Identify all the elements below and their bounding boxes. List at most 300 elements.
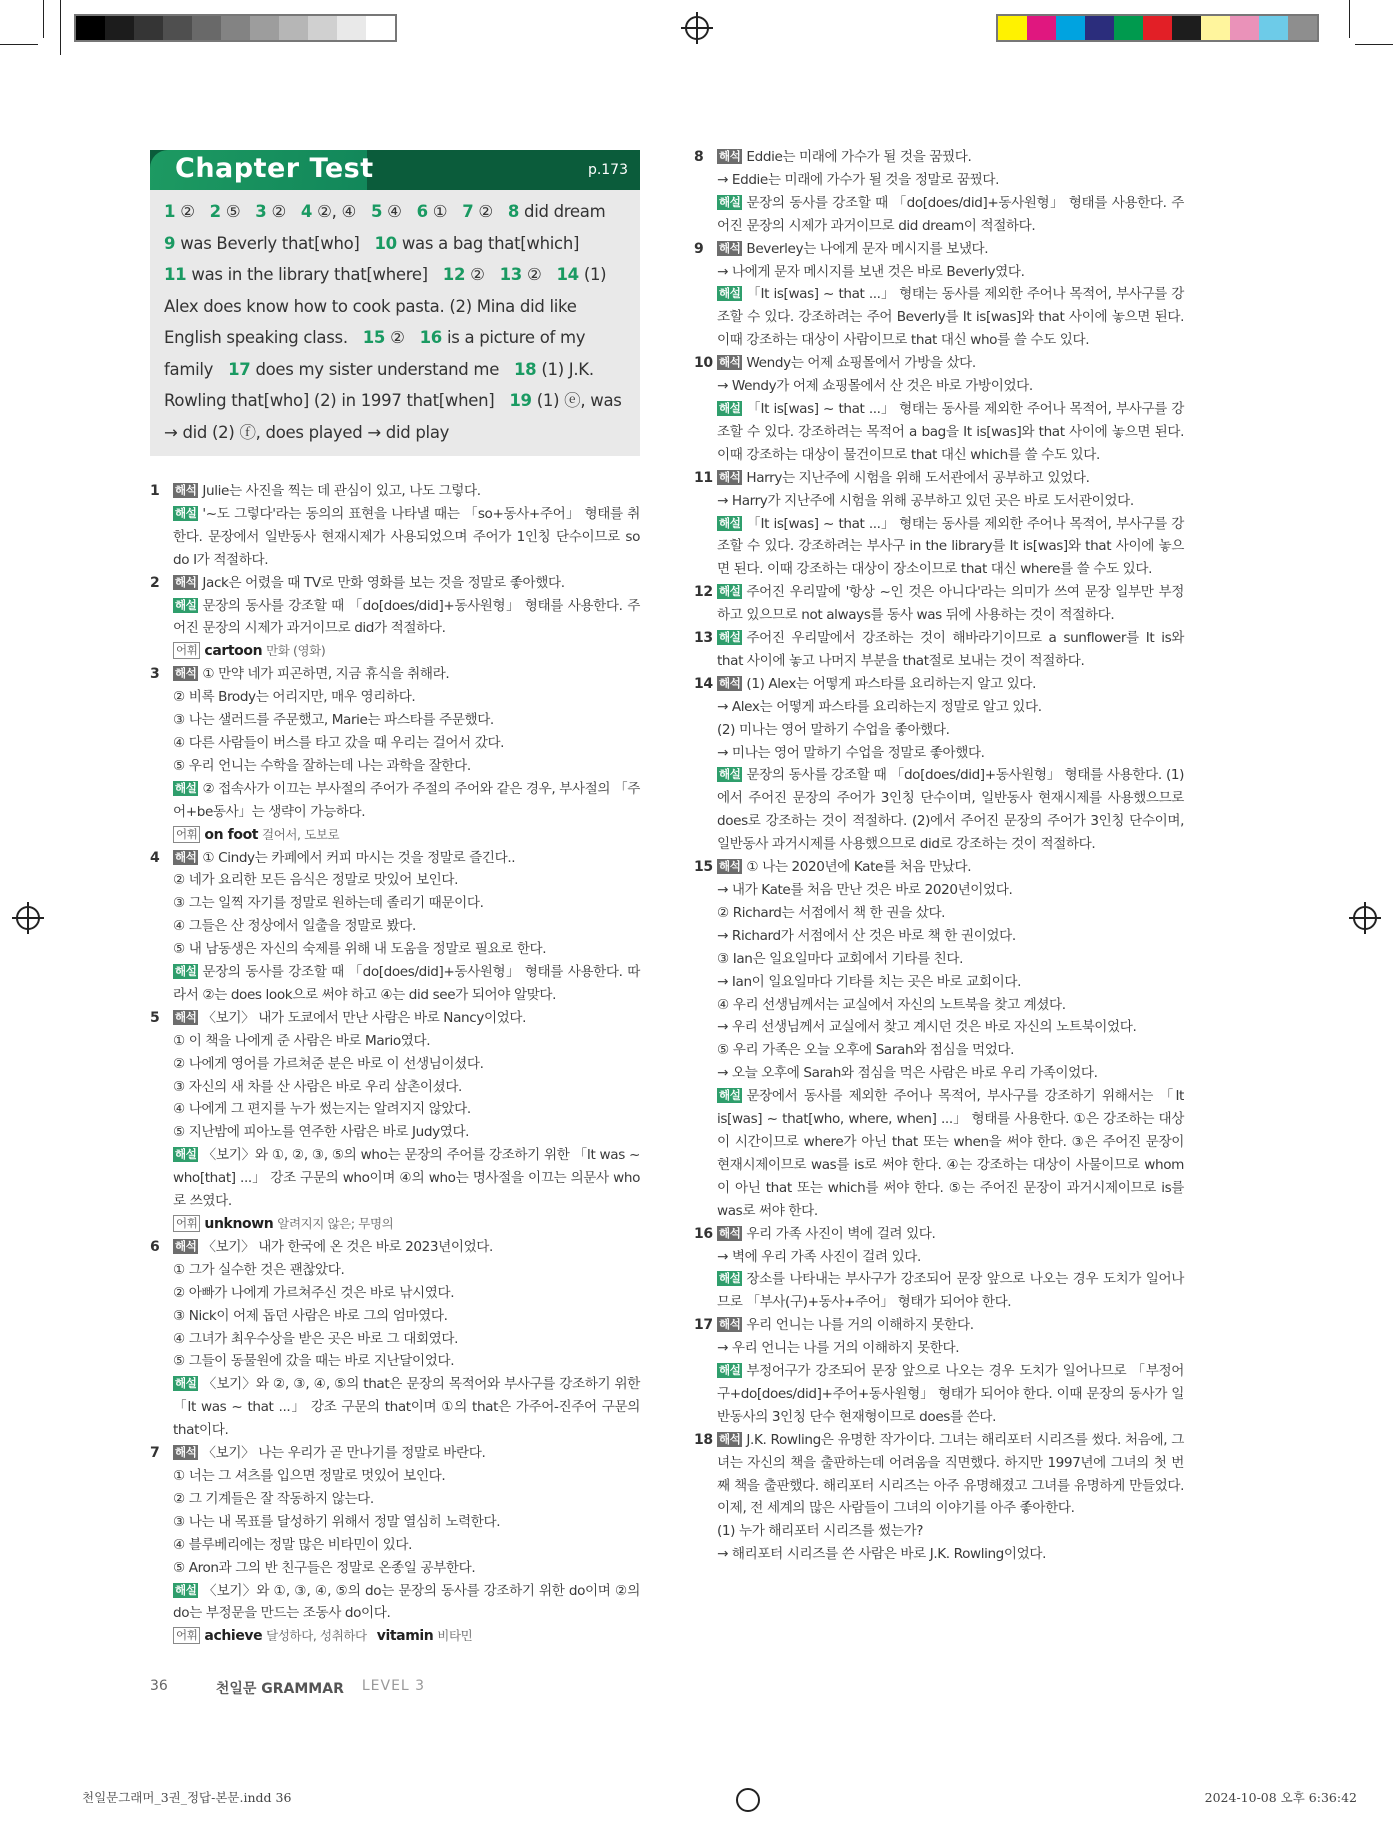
explanation-line [173, 1098, 640, 1121]
explanation-text: ② 아빠가 나에게 가르쳐주신 것은 바로 낚시였다. [173, 1284, 455, 1301]
explanation-line [173, 1121, 640, 1144]
answer-item [210, 202, 241, 221]
answer-item [462, 202, 493, 221]
answer-key [150, 190, 640, 448]
question-number: 8 [694, 149, 704, 165]
explanation-text: 문장에서 동사를 제외한 주어나 목적어, 부사구를 강조하기 위해서는 「It is[was] ~ that[who, where, when] ...」 형태를 사용한다. ①은 강조하는 대상이 시간이므로 where가 아닌 that 또는 when을 써야 한다. ③은 주어진 문장이 현재시제이므로 was를 is로 써야 한다. ④는 강조하는 대상이 사물이므로 whom이 아닌 that 또는 which를 써야 한다. ⑤는 주어진 문장이 과거시제이므로 is를 was로 써야 한다. [717, 1088, 1184, 1219]
explanation-line [717, 238, 1184, 261]
registration-mark-bottom [736, 1788, 760, 1812]
explanation-line [173, 915, 640, 938]
translation-tag: 해석 [175, 483, 197, 497]
translation-tag: 해석 [719, 469, 741, 484]
explanation-line [173, 1213, 640, 1236]
explanation-tag: 해설 [175, 1582, 197, 1597]
question-number: 3 [150, 666, 160, 683]
vocab-meaning: 비타민 [437, 1628, 473, 1644]
explanation-line [173, 572, 640, 595]
question-number: 10 [694, 355, 713, 372]
explanation-line [173, 1488, 640, 1511]
explanation-text: ② Richard는 서점에서 책 한 권을 샀다. [717, 904, 946, 921]
chapter-test-title: Chapter Test [150, 150, 367, 190]
answer-text: (1) J.K. Rowling that[who] (2) in 1997 that[when] [164, 359, 594, 410]
answer-text: ② [271, 202, 286, 221]
explanation-tag: 해설 [719, 400, 741, 415]
explanation-line [173, 938, 640, 961]
translation-tag: 해석 [719, 1225, 741, 1240]
vocabulary-tag: 어휘 [173, 1627, 200, 1644]
explanation-line [717, 879, 1184, 902]
answer-item [371, 202, 402, 221]
answer-number: 2 [209, 202, 221, 221]
explanation-line [173, 709, 640, 732]
explanation-line [717, 1085, 1184, 1222]
book-title: 천일문 GRAMMAR [215, 1681, 344, 1698]
explanation-line [717, 375, 1184, 398]
answer-text: ② [478, 202, 493, 221]
answer-item [443, 265, 485, 284]
answer-item [164, 234, 360, 253]
explanation-text: ① 그가 실수한 것은 괜찮았다. [173, 1261, 345, 1278]
right-page-column [694, 146, 1184, 1788]
translation-tag: 해석 [175, 1238, 197, 1253]
left-column-explanations [150, 480, 640, 1648]
explanation-text: 「It is[was] ~ that ...」 형태는 동사를 제외한 주어나 목적어, 부사구를 강조할 수 있다. 강조하려는 목적어 a bag을 It is[was]와 that 사이에 놓으면 된다. 이때 강조하는 대상이 물건이므로 that 대신 which를 쓸 수도 있다. [717, 400, 1184, 463]
explanation-line [717, 352, 1184, 375]
explanation-line [717, 1246, 1184, 1269]
answer-text: ②, ④ [317, 202, 356, 221]
question-explanation [150, 1442, 640, 1648]
explanation-text: 「It is[was] ~ that ...」 형태는 동사를 제외한 주어나 목적어, 부사구를 강조할 수 있다. 강조하려는 주어 Beverly를 It is[was]와 that 사이에 놓으면 된다. 이때 강조하는 대상이 사람이므로 that 대신 who를 쓸 수도 있다. [717, 286, 1184, 349]
explanation-text: 장소를 나타내는 부사구가 강조되어 문장 앞으로 나오는 경우 도치가 일어나므로 「부사(구)+동사+주어」 형태가 되어야 한다. [717, 1271, 1184, 1311]
explanation-text: ⑤ Aron과 그의 반 친구들은 정말로 온종일 공부한다. [173, 1559, 476, 1576]
explanation-text: → 우리 언니는 나를 거의 이해하지 못한다. [717, 1340, 960, 1357]
explanation-text: ① 이 책을 나에게 준 사람은 바로 Mario였다. [173, 1032, 431, 1049]
vocab-meaning: 달성하다, 성취하다 [266, 1628, 367, 1644]
explanation-text: → 해리포터 시리즈를 쓴 사람은 바로 J.K. Rowling이었다. [717, 1546, 1047, 1563]
question-number: 12 [694, 584, 713, 601]
explanation-line [717, 261, 1184, 284]
translation-tag: 해석 [175, 849, 197, 864]
vocab-word: achieve [204, 1628, 263, 1645]
explanation-text: ② 그 기계들은 잘 작동하지 않는다. [173, 1490, 374, 1507]
explanation-line [717, 398, 1184, 467]
answer-item [255, 202, 286, 221]
answer-number: 8 [507, 202, 520, 221]
explanation-text: 〈보기〉와 ①, ②, ③, ⑤의 who는 문장의 주어를 강조하기 위한 「It was ~ who[that] ...」 강조 구문의 who이며 ④의 who는 명사절을 이끄는 의문사 who로 쓰였다. [173, 1147, 640, 1210]
answer-text: ⑤ [225, 202, 241, 221]
explanation-text: 부정어구가 강조되어 문장 앞으로 나오는 경우 도치가 일어나므로 「부정어구+do[does/did]+주어+동사원형」 형태가 되어야 한다. 이때 문장의 동사가 일반동사의 3인칭 단수 현재형이므로 does를 쓴다. [717, 1363, 1184, 1425]
page-reference: p.173 [587, 162, 628, 178]
explanation-text: → 오늘 오후에 Sarah와 점심을 먹은 사람은 바로 우리 가족이었다. [717, 1065, 1098, 1082]
explanation-tag: 해설 [719, 1363, 741, 1378]
explanation-tag: 해설 [719, 515, 741, 530]
explanation-text: 〈보기〉 나는 우리가 곧 만나기를 정말로 바란다. [202, 1445, 486, 1462]
answer-number: 18 [514, 359, 537, 379]
translation-tag: 해석 [175, 1009, 197, 1024]
question-explanation [694, 1314, 1184, 1429]
question-explanation [150, 847, 640, 1007]
explanation-text: 〈보기〉 내가 한국에 온 것은 바로 2023년이었다. [202, 1238, 493, 1255]
explanation-tag: 해설 [175, 505, 197, 520]
explanation-text: 문장의 동사를 강조할 때 「do[does/did]+동사원형」 형태를 사용한다. 주어진 문장의 시제가 과거이므로 did dream이 적절하다. [717, 194, 1184, 234]
explanation-line [173, 1511, 640, 1534]
explanation-text: (1) Alex는 어떻게 파스타를 요리하는지 알고 있다. [746, 675, 1037, 692]
explanation-line [717, 169, 1184, 192]
question-number: 18 [694, 1431, 713, 1448]
explanation-text: (1) 누가 해리포터 시리즈를 썼는가? [717, 1523, 924, 1540]
explanation-line [173, 1144, 640, 1213]
explanation-line [173, 1053, 640, 1076]
explanation-line [717, 1016, 1184, 1039]
explanation-line [173, 640, 640, 663]
page-footer [150, 1648, 640, 1788]
explanation-tag: 해설 [175, 780, 197, 795]
explanation-text: ② 네가 요리한 모든 음식은 정말로 맛있어 보인다. [173, 872, 459, 889]
explanation-text: J.K. Rowling은 유명한 작가이다. 그녀는 해리포터 시리즈를 썼다. 처음에, 그녀는 자신의 책을 출판하는데 어려움을 직면했다. 하지만 1997년에 그녀의 첫 번째 책을 출판했다. 해리포터 시리즈는 아주 유명해졌고 그녀를 유명하게 만들었다. 이제, 전 세계의 많은 사람들이 그녀의 이야기를 아주 좋아한다. [717, 1431, 1184, 1517]
explanation-line [173, 1305, 640, 1328]
explanation-line [717, 1360, 1184, 1429]
explanation-line [717, 742, 1184, 765]
explanation-text: → Alex는 어떻게 파스타를 요리하는지 정말로 알고 있다. [717, 698, 1042, 715]
explanation-text: ② 비록 Brody는 어리지만, 매우 영리하다. [173, 689, 416, 706]
explanation-line [717, 1429, 1184, 1521]
translation-tag: 해석 [175, 1445, 197, 1460]
answer-text: is a picture of my family [164, 328, 586, 379]
explanation-text: ① 나는 2020년에 Kate를 처음 만났다. [746, 859, 972, 876]
answer-text: ① [432, 202, 448, 221]
answer-number: 16 [419, 328, 442, 347]
question-explanation [694, 856, 1184, 1223]
explanation-line [717, 902, 1184, 925]
question-explanation [694, 1223, 1184, 1315]
question-explanation [694, 238, 1184, 353]
explanation-line [173, 1442, 640, 1465]
explanation-text: → 내가 Kate를 처음 만난 것은 바로 2020년이었다. [717, 882, 1013, 898]
explanation-tag: 해설 [719, 630, 741, 645]
question-explanation [150, 572, 640, 664]
translation-tag: 해석 [719, 149, 741, 163]
explanation-text: Jack은 어렸을 때 TV로 만화 영화를 보는 것을 정말로 좋아했다. [202, 574, 565, 591]
explanation-text: ① 만약 네가 피곤하면, 지금 휴식을 취해라. [202, 666, 450, 683]
answer-text: (1) ⓔ, was → did (2) ⓕ, does played → did play [164, 391, 622, 442]
question-explanation [150, 663, 640, 846]
explanation-line [173, 686, 640, 709]
answer-number: 9 [164, 233, 176, 253]
explanation-tag: 해설 [175, 1147, 197, 1162]
answer-text: ② [470, 265, 485, 284]
vocab-word: vitamin [376, 1628, 434, 1645]
explanation-line [717, 581, 1184, 627]
explanation-line [173, 961, 640, 1007]
explanation-text: ⑤ 내 남동생은 자신의 숙제를 위해 내 도움을 정말로 필요로 한다. [173, 941, 547, 958]
explanation-line [717, 971, 1184, 994]
explanation-line [173, 1236, 640, 1259]
explanation-line [717, 764, 1184, 856]
book-level: LEVEL 3 [361, 1678, 426, 1695]
explanation-tag: 해설 [175, 597, 197, 612]
answer-text: was a bag that[which] [401, 233, 580, 253]
explanation-line [173, 1282, 640, 1305]
explanation-text: ① 너는 그 셔츠를 입으면 정말로 멋있어 보인다. [173, 1467, 446, 1484]
explanation-text: → 우리 선생님께서 교실에서 찾고 계시던 것은 바로 자신의 노트북이었다. [717, 1019, 1137, 1036]
explanation-tag: 해설 [175, 1376, 197, 1391]
answer-text: does my sister understand me [255, 359, 500, 379]
translation-tag: 해석 [719, 1317, 741, 1332]
vocab-meaning: 알려지지 않은; 무명의 [277, 1216, 394, 1231]
explanation-line [173, 1373, 640, 1442]
explanation-line [717, 627, 1184, 673]
explanation-text: Wendy는 어제 쇼핑몰에서 가방을 샀다. [746, 355, 976, 372]
answer-number: 3 [255, 202, 267, 221]
explanation-line [717, 1062, 1184, 1085]
answer-item [164, 202, 195, 221]
explanation-text: → Harry가 지난주에 시험을 위해 공부하고 있던 곳은 바로 도서관이었다. [717, 492, 1134, 509]
explanation-text: Julie는 사진을 찍는 데 관심이 있고, 나도 그렇다. [202, 483, 481, 499]
question-explanation [694, 627, 1184, 673]
explanation-text: → 나에게 문자 메시지를 보낸 것은 바로 Beverly였다. [717, 263, 1025, 280]
question-number: 9 [694, 240, 704, 257]
explanation-text: 주어진 우리말에 '항상 ~인 것은 아니다'라는 의미가 쓰여 문장 일부만 부정하고 있으므로 not always를 동사 was 뒤에 사용하는 것이 적절하다. [717, 584, 1184, 624]
explanation-line [717, 146, 1184, 169]
explanation-text: ③ 자신의 새 차를 산 사람은 바로 우리 삼촌이셨다. [173, 1078, 462, 1095]
answer-number: 13 [499, 265, 522, 284]
explanation-line [173, 663, 640, 686]
explanation-text: ④ 그녀가 최우수상을 받은 곳은 바로 그 대회였다. [173, 1330, 459, 1347]
answer-text: was in the library that[where] [191, 265, 428, 284]
question-number: 15 [694, 859, 713, 876]
question-number: 13 [694, 630, 713, 647]
explanation-text: 문장의 동사를 강조할 때 「do[does/did]+동사원형」 형태를 사용한다. 주어진 문장의 시제가 과거이므로 did가 적절하다. [173, 597, 640, 637]
explanation-text: → Richard가 서점에서 산 것은 바로 책 한 권이었다. [717, 927, 1016, 944]
question-explanation [694, 467, 1184, 582]
vocab-meaning: 만화 (영화) [266, 643, 326, 659]
explanation-text: ③ Ian은 일요일마다 교회에서 기타를 친다. [717, 950, 964, 967]
explanation-text: ③ 나는 샐러드를 주문했고, Marie는 파스타를 주문했다. [173, 712, 494, 729]
explanation-line [717, 1268, 1184, 1314]
translation-tag: 해석 [719, 355, 741, 370]
explanation-text: ③ 나는 내 목표를 달성하기 위해서 정말 열심히 노력한다. [173, 1513, 501, 1530]
answer-number: 17 [228, 359, 251, 379]
explanation-line [173, 1557, 640, 1580]
explanation-text: → Wendy가 어제 쇼핑몰에서 산 것은 바로 가방이었다. [717, 378, 1033, 395]
explanation-text: ④ 그들은 산 정상에서 일출을 정말로 봤다. [173, 918, 416, 935]
explanation-line [173, 503, 640, 572]
vocabulary-tag: 어휘 [173, 642, 200, 659]
question-explanation [694, 146, 1184, 238]
answer-number: 11 [164, 265, 187, 284]
explanation-text: '~도 그렇다'라는 동의의 표현을 나타낼 때는 「so+동사+주어」 형태를 취한다. 문장에서 일반동사 현재시제가 사용되었으며 주어가 1인칭 단수이므로 so do I가 적절하다. [173, 505, 640, 568]
question-number: 5 [150, 1009, 160, 1026]
explanation-line [173, 480, 640, 503]
answer-item [363, 328, 405, 347]
question-number: 7 [150, 1445, 160, 1462]
translation-tag: 해석 [175, 666, 197, 681]
question-number: 16 [694, 1225, 713, 1242]
chapter-test-header [150, 150, 640, 190]
explanation-tag: 해설 [719, 1088, 741, 1103]
explanation-text: ④ 나에게 그 편지를 누가 썼는지는 알려지지 않았다. [173, 1101, 471, 1118]
answer-item [164, 265, 428, 284]
question-explanation [694, 581, 1184, 627]
explanation-text: 주어진 우리말에서 강조하는 것이 해바라기이므로 a sunflower를 It is와 that 사이에 놓고 나머지 부분을 that절로 보내는 것이 적절하다. [717, 630, 1184, 669]
answer-text: ④ [387, 202, 402, 221]
explanation-line [173, 1076, 640, 1099]
explanation-text: Harry는 지난주에 시험을 위해 도서관에서 공부하고 있었다. [746, 469, 1090, 486]
question-number: 6 [150, 1238, 160, 1255]
answer-number: 12 [442, 265, 466, 284]
explanation-text: Eddie는 미래에 가수가 될 것을 꿈꿨다. [746, 149, 972, 165]
explanation-text: → Eddie는 미래에 가수가 될 것을 정말로 꿈꿨다. [717, 171, 1000, 188]
explanation-tag: 해설 [719, 286, 741, 301]
explanation-line [173, 732, 640, 755]
question-number: 11 [694, 469, 713, 486]
explanation-tag: 해설 [719, 194, 741, 209]
answer-text: ② [526, 265, 542, 284]
answer-number: 19 [509, 391, 532, 410]
translation-tag: 해석 [719, 675, 741, 690]
explanation-line [717, 283, 1184, 352]
explanation-text: ① Cindy는 카페에서 커피 마시는 것을 정말로 즐긴다.. [202, 849, 516, 866]
translation-tag: 해석 [175, 574, 197, 589]
right-column-explanations [694, 146, 1184, 1566]
question-explanation [150, 1236, 640, 1442]
answer-item [508, 202, 606, 221]
explanation-text: ② 접속사가 이끄는 부사절의 주어가 주절의 주어와 같은 경우, 부사절의 「주어+be동사」는 생략이 가능하다. [173, 780, 640, 820]
explanation-text: → 벽에 우리 가족 사진이 걸려 있다. [717, 1248, 921, 1265]
translation-tag: 해석 [719, 859, 741, 874]
explanation-text: ④ 우리 선생님께서는 교실에서 자신의 노트북을 찾고 계셨다. [717, 996, 1066, 1013]
explanation-line [717, 1520, 1184, 1543]
explanation-line [173, 755, 640, 778]
explanation-line [717, 1337, 1184, 1360]
answer-text: ② [390, 328, 405, 347]
translation-tag: 해석 [719, 1431, 741, 1446]
explanation-line [717, 1039, 1184, 1062]
explanation-text: (2) 미나는 영어 말하기 수업을 좋아했다. [717, 721, 950, 738]
explanation-text: 〈보기〉와 ①, ③, ④, ⑤의 do는 문장의 동사를 강조하기 위한 do이며 ②의 do는 부정문을 만드는 조동사 do이다. [173, 1582, 640, 1622]
explanation-text: 우리 가족 사진이 벽에 걸려 있다. [746, 1225, 936, 1242]
question-number: 4 [150, 849, 160, 866]
answer-text: was Beverly that[who] [180, 233, 360, 253]
explanation-line [173, 1625, 640, 1648]
explanation-line [173, 892, 640, 915]
explanation-line [717, 696, 1184, 719]
chapter-test-answer-box [150, 150, 640, 456]
explanation-line [717, 719, 1184, 742]
explanation-text: ④ 다른 사람들이 버스를 타고 갔을 때 우리는 걸어서 갔다. [173, 734, 505, 751]
slug-line [0, 1788, 1393, 1832]
explanation-line [717, 490, 1184, 513]
question-number: 17 [694, 1317, 713, 1334]
answer-text: (1) Alex does know how to cook pasta. (2) Mina did like English speaking class. [164, 265, 607, 347]
explanation-tag: 해설 [719, 1271, 741, 1286]
explanation-text: ⑤ 우리 가족은 오늘 오후에 Sarah와 점심을 먹었다. [717, 1042, 1015, 1059]
answer-number: 4 [300, 202, 313, 221]
explanation-line [717, 856, 1184, 879]
explanation-text: 문장의 동사를 강조할 때 「do[does/did]+동사원형」 형태를 사용한다. 따라서 ②는 does look으로 써야 하고 ④는 did see가 되어야 알맞다. [173, 964, 640, 1003]
slug-filename: 천일문그래머_3권_정답-본문.indd 36 [82, 1790, 292, 1806]
explanation-text: 〈보기〉 내가 도쿄에서 만난 사람은 바로 Nancy이었다. [202, 1009, 527, 1026]
explanation-text: ② 나에게 영어를 가르쳐준 분은 바로 이 선생님이셨다. [173, 1055, 484, 1072]
explanation-text: → Ian이 일요일마다 기타를 치는 곳은 바로 교회이다. [717, 973, 1022, 990]
question-explanation [150, 1007, 640, 1236]
explanation-line [717, 192, 1184, 238]
explanation-line [173, 1007, 640, 1030]
question-number: 2 [150, 574, 160, 591]
explanation-text: → 미나는 영어 말하기 수업을 정말로 좋아했다. [717, 744, 985, 761]
explanation-text: 「It is[was] ~ that ...」 형태는 동사를 제외한 주어나 목적어, 부사구를 강조할 수 있다. 강조하려는 부사구 in the library를 It is[was]와 that 사이에 놓으면 된다. 이때 강조하는 대상이 장소이므로 that 대신 where를 쓸 수도 있다. [717, 515, 1184, 578]
answer-item [500, 265, 542, 284]
answer-number: 14 [556, 265, 579, 284]
explanation-text: ⑤ 우리 언니는 수학을 잘하는데 나는 과학을 잘한다. [173, 757, 471, 774]
question-explanation [694, 673, 1184, 856]
question-number: 14 [694, 675, 713, 692]
answer-number: 10 [374, 233, 397, 253]
explanation-text: ④ 블루베리에는 정말 많은 비타민이 있다. [173, 1536, 413, 1553]
explanation-line [173, 824, 640, 847]
vocab-word: unknown [204, 1216, 274, 1232]
explanation-tag: 해설 [175, 964, 197, 979]
explanation-line [173, 1030, 640, 1053]
explanation-tag: 해설 [719, 767, 741, 782]
explanation-line [173, 847, 640, 870]
explanation-text: ③ 그는 일찍 자기를 정말로 원하는데 졸리기 때문이다. [173, 895, 484, 912]
explanation-line [173, 1350, 640, 1373]
explanation-line [717, 925, 1184, 948]
explanation-line [173, 1580, 640, 1626]
answer-text: ② [180, 202, 195, 221]
explanation-text: ⑤ 그들이 동물원에 갔을 때는 바로 지난달이었다. [173, 1353, 455, 1370]
explanation-line [173, 778, 640, 824]
vocabulary-tag: 어휘 [173, 826, 200, 843]
explanation-text: ⑤ 지난밤에 피아노를 연주한 사람은 바로 Judy였다. [173, 1124, 470, 1141]
page-number: 36 [150, 1678, 168, 1695]
explanation-line [173, 869, 640, 892]
explanation-line [717, 673, 1184, 696]
explanation-line [717, 1314, 1184, 1337]
explanation-text: Beverley는 나에게 문자 메시지를 보냈다. [746, 240, 989, 257]
explanation-text: ③ Nick이 어제 돕던 사람은 바로 그의 엄마였다. [173, 1307, 448, 1324]
explanation-line [717, 467, 1184, 490]
answer-number: 5 [370, 202, 383, 221]
translation-tag: 해석 [719, 240, 741, 255]
explanation-tag: 해설 [719, 584, 741, 599]
explanation-line [173, 1259, 640, 1282]
answer-number: 7 [462, 202, 474, 221]
left-page-column [150, 146, 640, 1788]
vocab-word: on foot [204, 826, 259, 843]
question-explanation [694, 352, 1184, 467]
answer-number: 6 [416, 202, 428, 221]
slug-timestamp: 2024-10-08 오후 6:36:42 [1204, 1790, 1357, 1806]
vocabulary-tag: 어휘 [173, 1215, 200, 1232]
question-explanation [694, 1429, 1184, 1566]
explanation-line [173, 1465, 640, 1488]
explanation-line [717, 994, 1184, 1017]
explanation-line [173, 595, 640, 641]
explanation-text: 〈보기〉와 ②, ③, ④, ⑤의 that은 문장의 목적어와 부사구를 강조하기 위한 「It was ~ that ...」 강조 구문의 that이며 ①의 that은 가주어-진주어 구문의 that이다. [173, 1376, 640, 1439]
answer-item [417, 202, 448, 221]
explanation-line [173, 1328, 640, 1351]
explanation-line [717, 513, 1184, 582]
explanation-text: 우리 언니는 나를 거의 이해하지 못한다. [746, 1317, 974, 1334]
question-number: 1 [150, 483, 160, 499]
explanation-line [173, 1534, 640, 1557]
answer-text: did dream [524, 202, 606, 221]
vocab-word: cartoon [204, 643, 263, 660]
vocab-meaning: 걸어서, 도보로 [262, 826, 340, 842]
explanation-line [717, 948, 1184, 971]
